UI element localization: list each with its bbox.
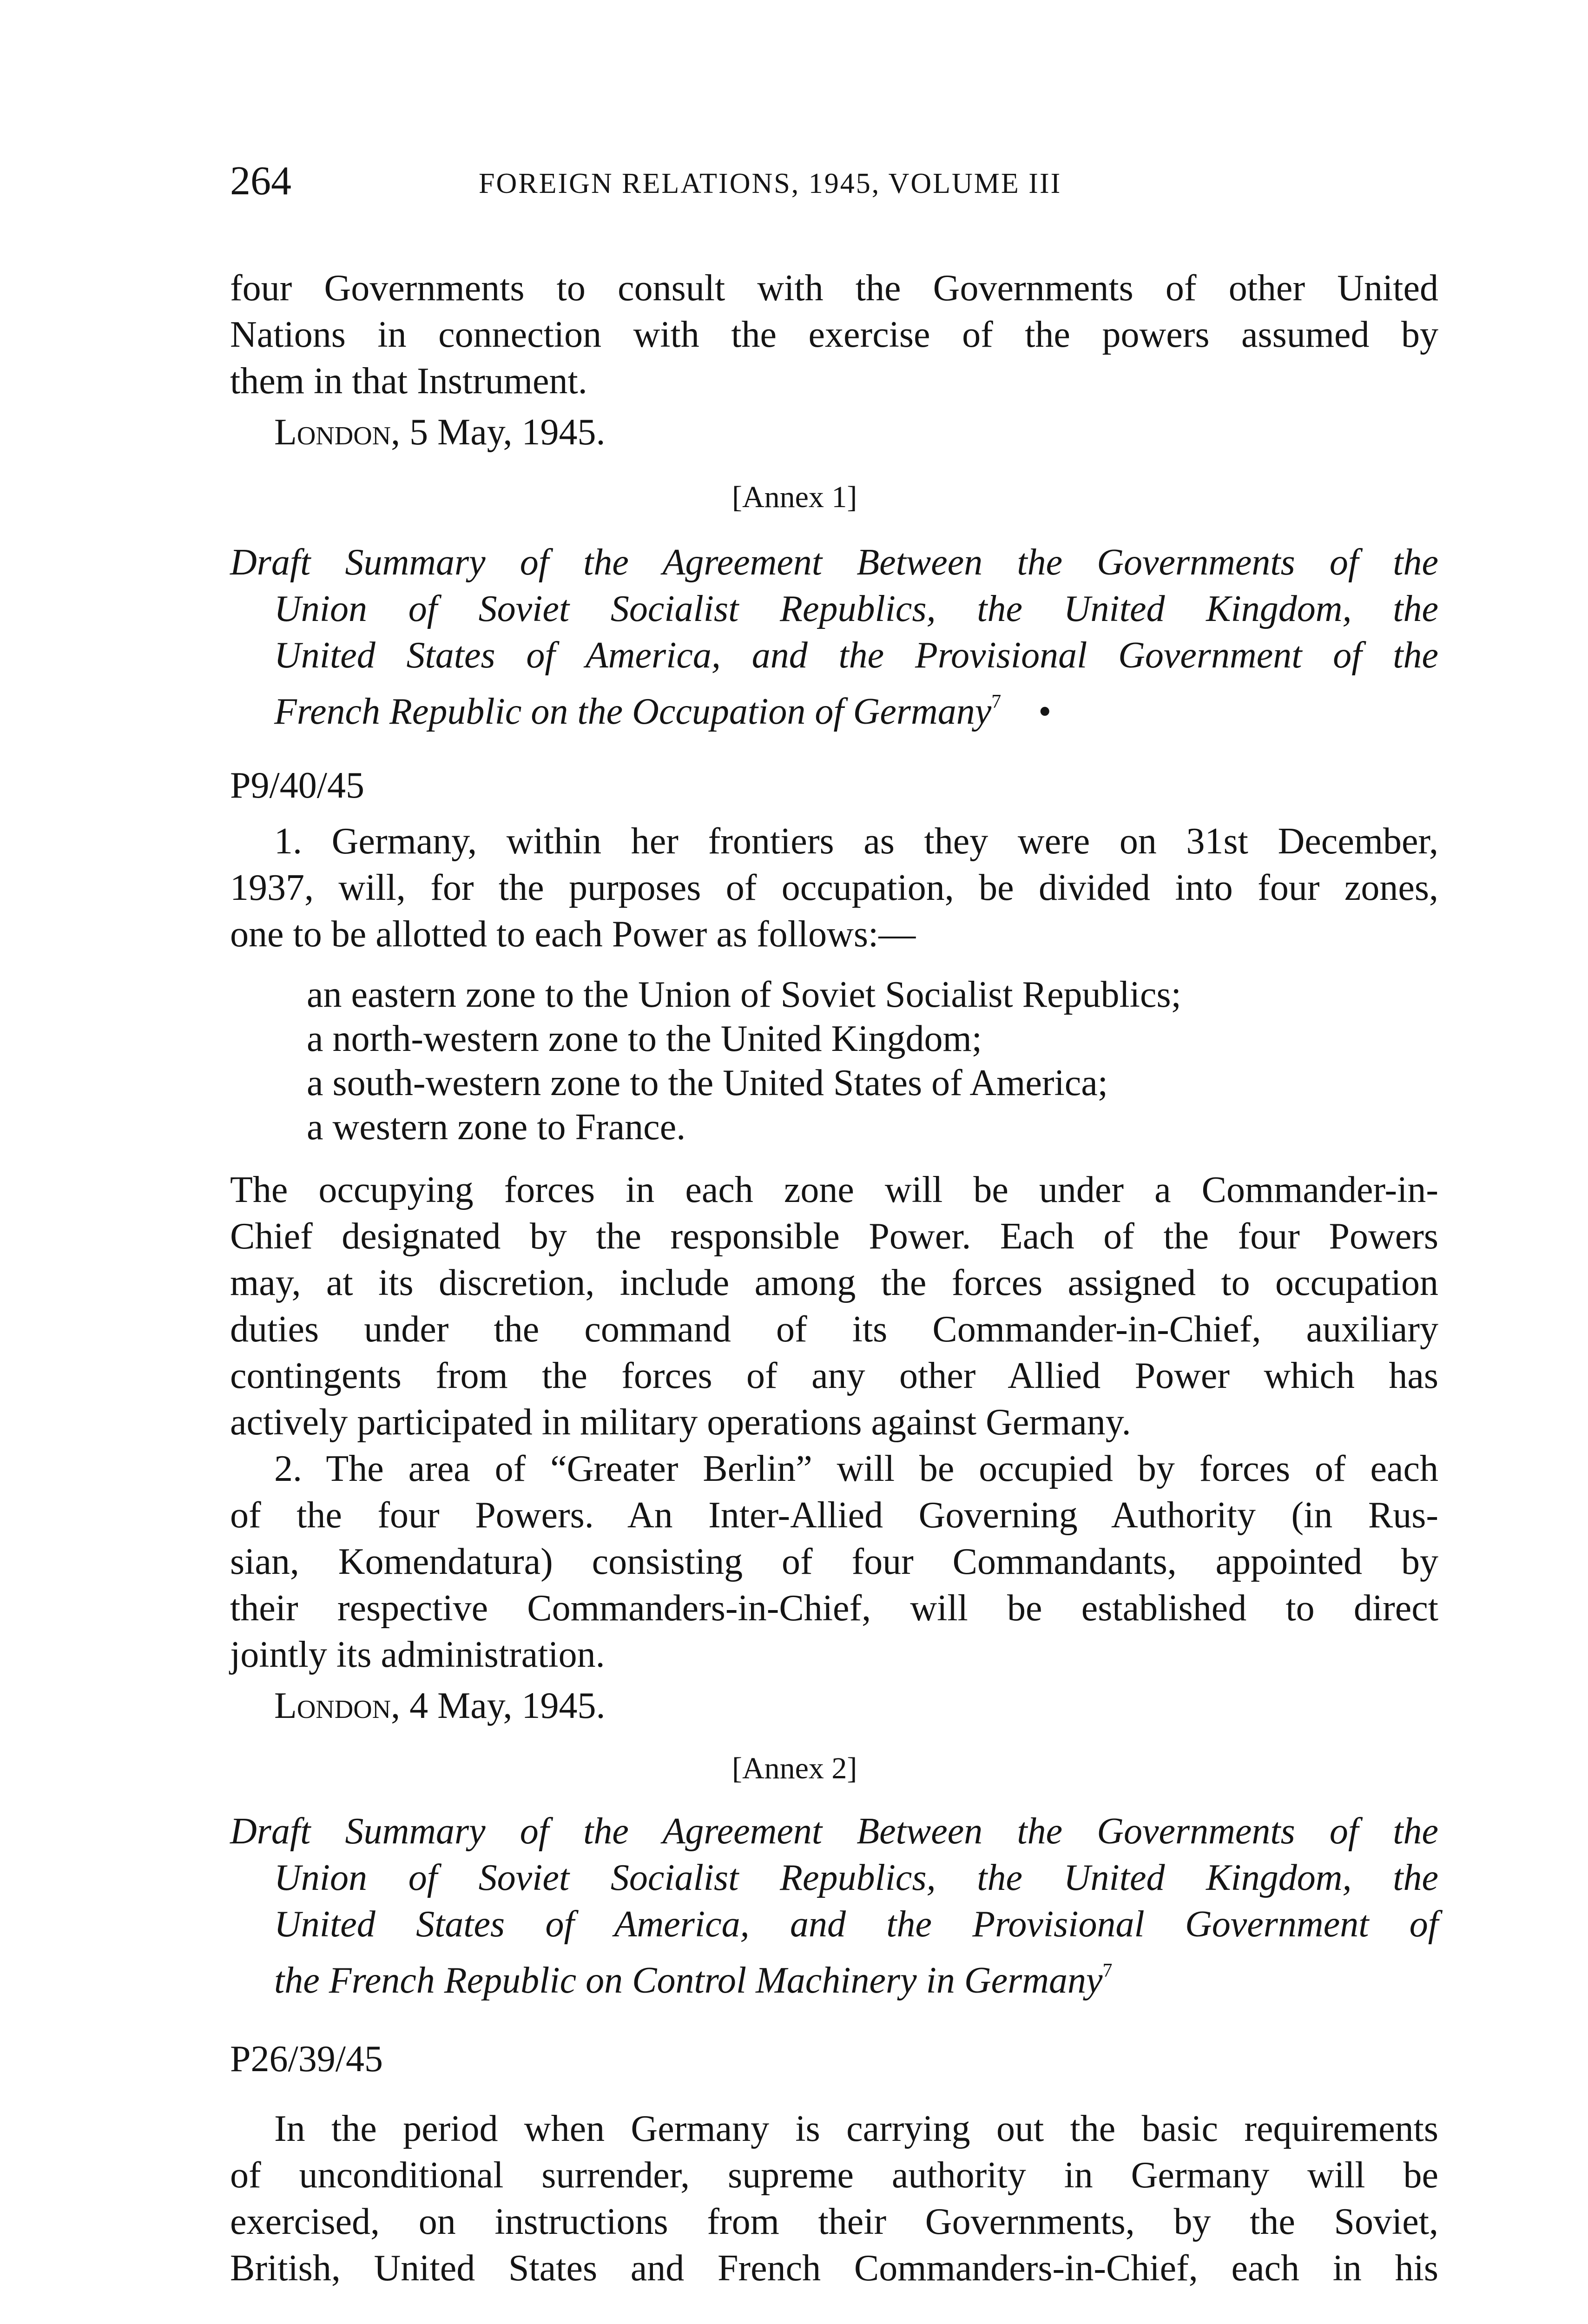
dateline-london-2 xyxy=(274,1683,606,1729)
annex-2-para-line-4: British, United States and French Commanders-in-Chief, each in his xyxy=(230,2248,1438,2289)
para-2-line-2: of the four Powers. An Inter-Allied Governing Authority (in Rus- xyxy=(230,1495,1438,1536)
intro-line-2: Nations in connection with the exercise of the powers assumed by xyxy=(230,314,1438,355)
para-2-line-5: jointly its administration. xyxy=(230,1634,605,1675)
para-1-line-1: 1. Germany, within her frontiers as they were on 31st December, xyxy=(274,821,1438,862)
zone-item: a western zone to France. xyxy=(307,1107,686,1148)
dateline-place: London xyxy=(274,412,391,453)
zone-item: a north-western zone to the United Kingdom; xyxy=(307,1018,982,1059)
annex-2-reference: P26/39/45 xyxy=(230,2039,383,2080)
forces-line-4: duties under the command of its Commander-in-Chief, auxiliary xyxy=(230,1309,1438,1350)
forces-line-3: may, at its discretion, include among the forces assigned to occupation xyxy=(230,1262,1438,1303)
para-2-line-3: sian, Komendatura) consisting of four Commandants, appointed by xyxy=(230,1541,1438,1582)
annex-1-label: [Annex 1] xyxy=(732,480,857,514)
page-number: 264 xyxy=(230,158,291,204)
annex-2-para-line-1: In the period when Germany is carrying out the basic requirements xyxy=(274,2108,1438,2149)
para-1-line-2: 1937, will, for the purposes of occupation, be divided into four zones, xyxy=(230,867,1438,908)
annex-2-title-text: the French Republic on Control Machinery in Germany xyxy=(274,1960,1103,2001)
annex-1-reference: P9/40/45 xyxy=(230,765,364,806)
annex-2-title-line-1: Draft Summary of the Agreement Between the Governments of the xyxy=(230,1811,1438,1852)
dateline-date: , 5 May, 1945. xyxy=(391,412,606,453)
annex-2-title-line-3: United States of America, and the Provisional Government of xyxy=(274,1904,1438,1945)
annex-2-title-line-4 xyxy=(274,1948,1113,2004)
forces-line-6: actively participated in military operations against Germany. xyxy=(230,1402,1131,1443)
annex-1-title-line-2: Union of Soviet Socialist Republics, the United Kingdom, the xyxy=(274,588,1438,629)
annex-2-label: [Annex 2] xyxy=(732,1751,857,1785)
zone-item: an eastern zone to the Union of Soviet Socialist Republics; xyxy=(307,974,1181,1015)
para-1-line-3: one to be allotted to each Power as follows:— xyxy=(230,914,916,955)
running-title: FOREIGN RELATIONS, 1945, VOLUME III xyxy=(479,168,1062,199)
footnote-ref-7: 7 xyxy=(1102,1960,1113,1981)
annex-2-title-line-2: Union of Soviet Socialist Republics, the United Kingdom, the xyxy=(274,1857,1438,1898)
intro-line-1: four Governments to consult with the Governments of other United xyxy=(230,268,1438,309)
annex-2-para-line-2: of unconditional surrender, supreme authority in Germany will be xyxy=(230,2155,1438,2196)
intro-line-3: them in that Instrument. xyxy=(230,361,587,402)
zone-item: a south-western zone to the United States of America; xyxy=(307,1063,1108,1103)
stray-mark: • xyxy=(1038,691,1052,732)
annex-1-title-text: French Republic on the Occupation of Germany xyxy=(274,691,992,732)
footnote-ref-7: 7 xyxy=(991,691,1002,713)
para-2-line-4: their respective Commanders-in-Chief, will be established to direct xyxy=(230,1588,1438,1629)
annex-1-title-line-3: United States of America, and the Provisional Government of the xyxy=(274,635,1438,676)
forces-line-1: The occupying forces in each zone will be under a Commander-in- xyxy=(230,1169,1438,1210)
dateline-place: London xyxy=(274,1685,391,1726)
forces-line-2: Chief designated by the responsible Power. Each of the four Powers xyxy=(230,1216,1438,1257)
forces-line-5: contingents from the forces of any other Allied Power which has xyxy=(230,1355,1438,1396)
dateline-london-1 xyxy=(274,409,606,456)
annex-1-title-line-1: Draft Summary of the Agreement Between the Governments of the xyxy=(230,542,1438,583)
para-2-line-1: 2. The area of “Greater Berlin” will be occupied by forces of each xyxy=(274,1448,1438,1489)
dateline-date: , 4 May, 1945. xyxy=(391,1685,606,1726)
annex-2-para-line-3: exercised, on instructions from their Governments, by the Soviet, xyxy=(230,2201,1438,2242)
annex-1-title-line-4 xyxy=(274,679,1051,735)
